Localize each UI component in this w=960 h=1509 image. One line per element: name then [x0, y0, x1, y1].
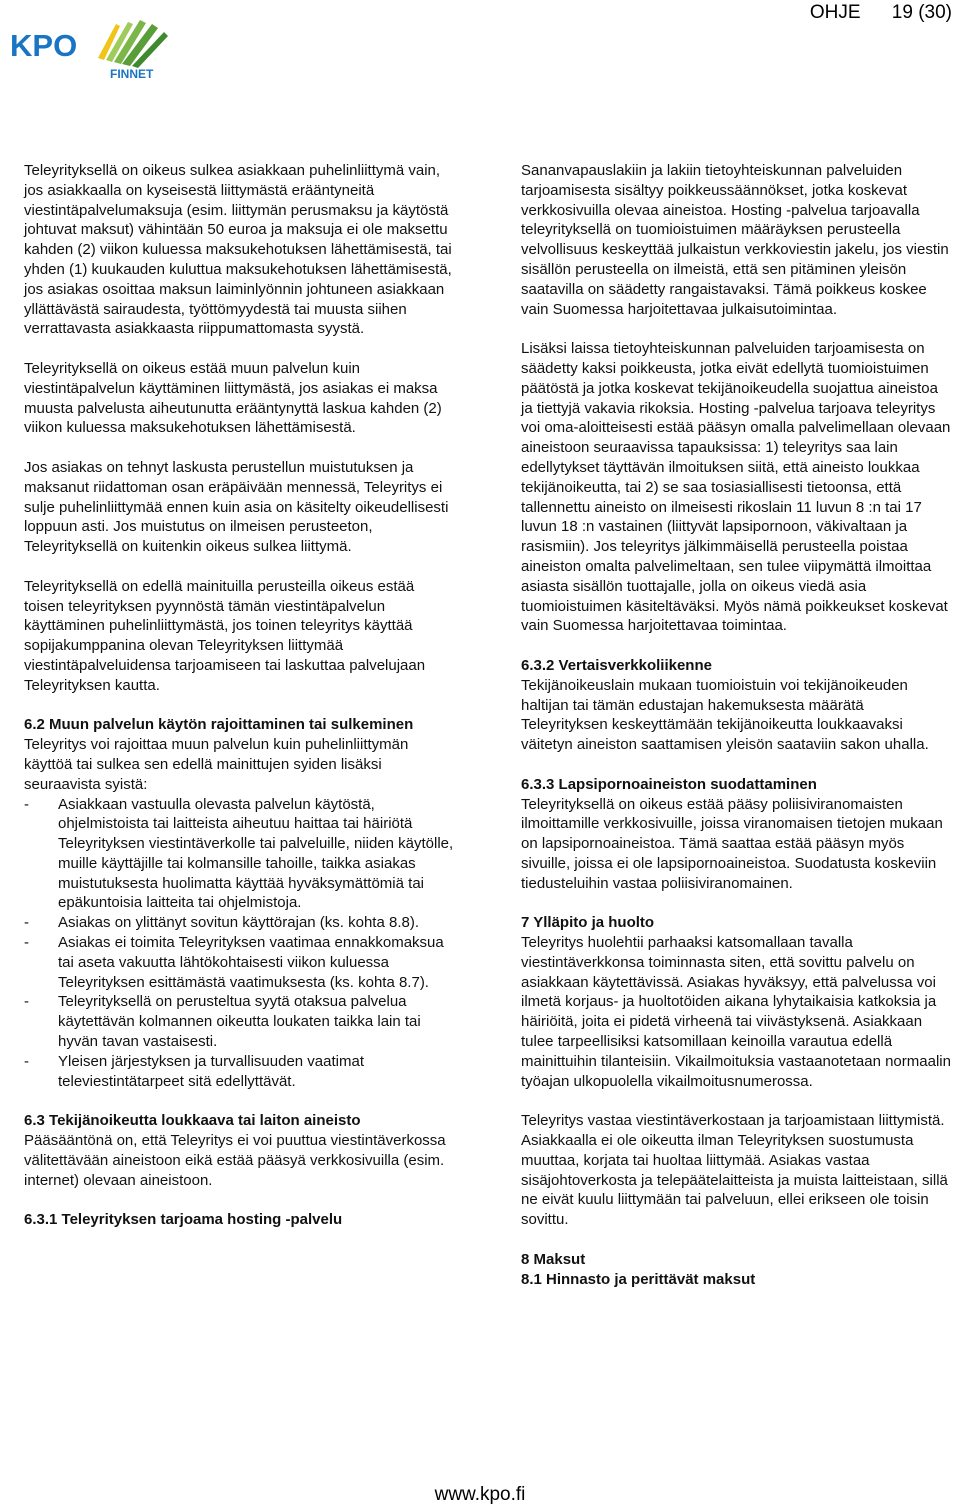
section-heading-7: 7 Ylläpito ja huolto [521, 914, 655, 932]
list-item: - Asiakkaan vastuulla olevasta palvelun käytöstä, ohjelmistoista tai laitteista aiheutuu haittaa tai häiriötä Teleyrityksen viestintäverkolle tai palveluille, niiden käytölle, muille käyttäjille tai kolmansille tahoille, taikka asiakas muistutuksesta huolimatta käyttää hyväksymättömiä tai epäkuntoisia laitteita tai ohjelmistoja. [24, 795, 456, 914]
logo-brand-sub: FINNET [110, 67, 154, 81]
paragraph: Lisäksi laissa tietoyhteiskunnan palveluiden tarjoamisesta on säädetty kaksi poikkeusta, jotka eivät edellytä tuomioistuimen päätöstä ja jotka koskevat tekijänoikeudella suojattua aineistoa ja tiettyjä vakavia rikoksia. Hosting -palvelua tarjoava teleyritys voi oma-aloitteisesti estää pääsyn omalla palvelimellaan olevaan aineistoon seuraavissa tapauksissa: 1) teleyritys saa lain edellytykset täyttävän ilmoituksen siitä, että aineisto loukkaa tekijänoikeutta, tai 2) se saa tosiasiallisesti tietoonsa, että tallennettu aineisto on ilmeisesti rikoslain 11 luvun 8 :n tai 17 luvun 18 :n vastainen (liittyvät lapsipornoon, väkivaltaan ja rasismiin). Jos teleyritys jälkimmäisellä perusteella poistaa aineiston omalta palvelimeltaan, sen tulee viipymättä ilmoittaa asiasta sisällön tuottajalle, jolla on oikeus viedä asia tuomioistuimen käsiteltäväksi. Myös nämä poikkeukset koskevat vain Suomessa harjoitettavaa toimintaa. [521, 340, 951, 635]
right-column [521, 161, 953, 1289]
paragraph: Teleyritys huolehtii parhaaksi katsomallaan tavalla viestintäverkkonsa toiminnasta siten, että sovittu palvelu on asiakkaan käytettävissä. Asiakas hyväksyy, että palvelussa voi ilmetä korjaus- ja huoltotöiden aikana lyhytaikaisia katkoksia ja häiriöitä, joita ei pidetä virheenä tai viivästyksenä. Asiakkaan tulee tarpeellisiksi katsomillaan keinoilla varautua edellä mainittuihin tilanteisiin. Vikailmoituksia vastaanotetaan normaalin työajan ulkopuolella vikailmoitusnumerossa. [521, 934, 951, 1090]
section-heading-6-3-1: 6.3.1 Teleyrityksen tarjoama hosting -palvelu [24, 1211, 343, 1229]
paragraph: Jos asiakas on tehnyt laskusta perustellun muistutuksen ja maksanut riidattoman osan eräpäivään mennessä, Teleyritys ei sulje puhelinliittymää ennen kuin asia on käsitelty oikeudellisesti loppuun asti. Jos muistutus on ilmeisen perusteeton, Teleyrityksellä on kuitenkin oikeus sulkea liittymä. [24, 458, 449, 556]
list-item: - Asiakas ei toimita Teleyrityksen vaatimaa ennakkomaksua tai aseta vakuutta lähtökohtaisesti viikon kuluessa Teleyrityksen esittämästä vaatimuksesta (ks. kohta 8.7). [24, 933, 456, 992]
kpo-finnet-logo [10, 12, 200, 82]
page-number: 19 (30) [891, 2, 952, 23]
list-item: - Asiakas on ylittänyt sovitun käyttörajan (ks. kohta 8.8). [24, 913, 456, 933]
paragraph: Teleyrityksellä on oikeus estää pääsy poliisiviranomaisten ilmoittamille verkkosivuille, joissa viranomaisen tietojen mukaan on lapsipornoaineistoa. Tämä saattaa estää pääsyn myös sivuille, joissa ei ole lapsipornoaineistoa. Suodatusta koskeviin tiedusteluihin vastaa poliisiviranomainen. [521, 795, 943, 892]
list-item: - Yleisen järjestyksen ja turvallisuuden vaatimat televiestintätarpeet sitä edellyttävät. [24, 1052, 456, 1092]
section-heading-6-3-3: 6.3.3 Lapsipornoaineiston suodattaminen [521, 775, 817, 793]
section-heading-8: 8 Maksut [521, 1250, 586, 1268]
page-header [810, 2, 952, 24]
paragraph: Tekijänoikeuslain mukaan tuomioistuin voi tekijänoikeuden haltijan tai tämän edustajan hakemuksesta määrätä Teleyrityksen keskeyttämään tekijänoikeutta loukkaavaksi väitetyn aineiston saattamisen yleisön saataviin sakon uhalla. [521, 676, 929, 754]
footer-url: www.kpo.fi [434, 1484, 526, 1505]
paragraph: Teleyrityksellä on oikeus sulkea asiakkaan puhelinliittymä vain, jos asiakkaalla on kyseisestä liittymästä erääntyneitä viestintäpalvelumaksuja (esim. liittymän perusmaksu ja käytöstä johtuvat maksut) vähintään 50 euroa ja maksuja ei ole maksettu kahden (2) viikon kuluessa maksukehotuksen lähettämisestä, tai yhden (1) kuukauden kuluttua maksukehotuksen lähettämisestä, jos asiakas osoittaa maksun laiminlyönnin johtuneen asiakkaan yllättävästä sairaudesta, työttömyydestä tai muusta siihen verrattavasta asiakkaasta riippumattomasta syystä. [24, 162, 452, 338]
list-item: - Teleyrityksellä on perusteltua syytä otaksua palvelua käytettävän kolmannen oikeutta loukaten taikka lain tai hyvän tavan vastaisesti. [24, 992, 456, 1051]
paragraph: Teleyritys voi rajoittaa muun palvelun kuin puhelinliittymän käyttöä tai sulkea sen edellä mainittujen syiden lisäksi seuraavista syistä: [24, 736, 409, 793]
left-column [24, 161, 456, 1230]
section-heading-6-2: 6.2 Muun palvelun käytön rajoittaminen tai sulkeminen [24, 716, 414, 734]
doc-type-label: OHJE [809, 2, 861, 23]
reason-list [24, 795, 456, 1092]
section-heading-6-3-2: 6.3.2 Vertaisverkkoliikenne [521, 656, 712, 674]
section-heading-8-1: 8.1 Hinnasto ja perittävät maksut [521, 1270, 756, 1288]
paragraph: Sananvapauslakiin ja lakiin tietoyhteiskunnan palveluiden tarjoamisesta sisältyy poikkeussäännökset, jotka koskevat verkkosivuilla olevaa aineistoa. Hosting -palvelua tarjoavalla teleyrityksellä on tuomioistuimen määräyksen perusteella velvollisuus keskeyttää julkaistun verkkoviestin jakelu, jos viestin sisällön perusteella on ilmeistä, että sen pitäminen yleisön saatavilla on säädetty rangaistavaksi. Tämä poikkeus koskee vain Suomessa harjoitettavaa julkaisutoimintaa. [521, 162, 949, 318]
paragraph: Pääsääntönä on, että Teleyritys ei voi puuttua viestintäverkossa välitettävään aineistoon eikä estää pääsyä verkkosivuilla (esim. internet) olevaan aineistoon. [24, 1132, 446, 1189]
logo-brand-main: KPO [10, 28, 78, 63]
paragraph: Teleyrityksellä on oikeus estää muun palvelun kuin viestintäpalvelun käyttäminen liittymästä, jos asiakas ei maksa muusta palvelusta aiheutunutta erääntynyttä laskua kahden (2) viikon kuluessa maksukehotuksen lähettämisestä. [24, 359, 442, 437]
paragraph: Teleyrityksellä on edellä mainituilla perusteilla oikeus estää toisen teleyrityksen pyynnöstä tämän viestintäpalvelun käyttäminen puhelinliittymästä, jos toinen teleyritys käyttää sopijakumppanina olevan Teleyrityksen liittymää viestintäpalveluidensa tarjoamiseen tai laskuttaa palvelujaan Teleyrityksen kautta. [24, 577, 426, 694]
section-heading-6-3: 6.3 Tekijänoikeutta loukkaava tai laiton aineisto [24, 1112, 361, 1130]
paragraph: Teleyritys vastaa viestintäverkostaan ja tarjoamistaan liittymistä. Asiakkaalla ei ole oikeutta ilman Teleyrityksen suostumusta muuttaa, korjata tai huoltaa liittymää. Asiakas vastaa sisäjohtoverkosta ja telepäätelaitteista ja muista laitteistaan, sillä ne eivät kuulu liittymään tai palveluun, ellei erikseen ole toisin sovittu. [521, 1112, 948, 1229]
